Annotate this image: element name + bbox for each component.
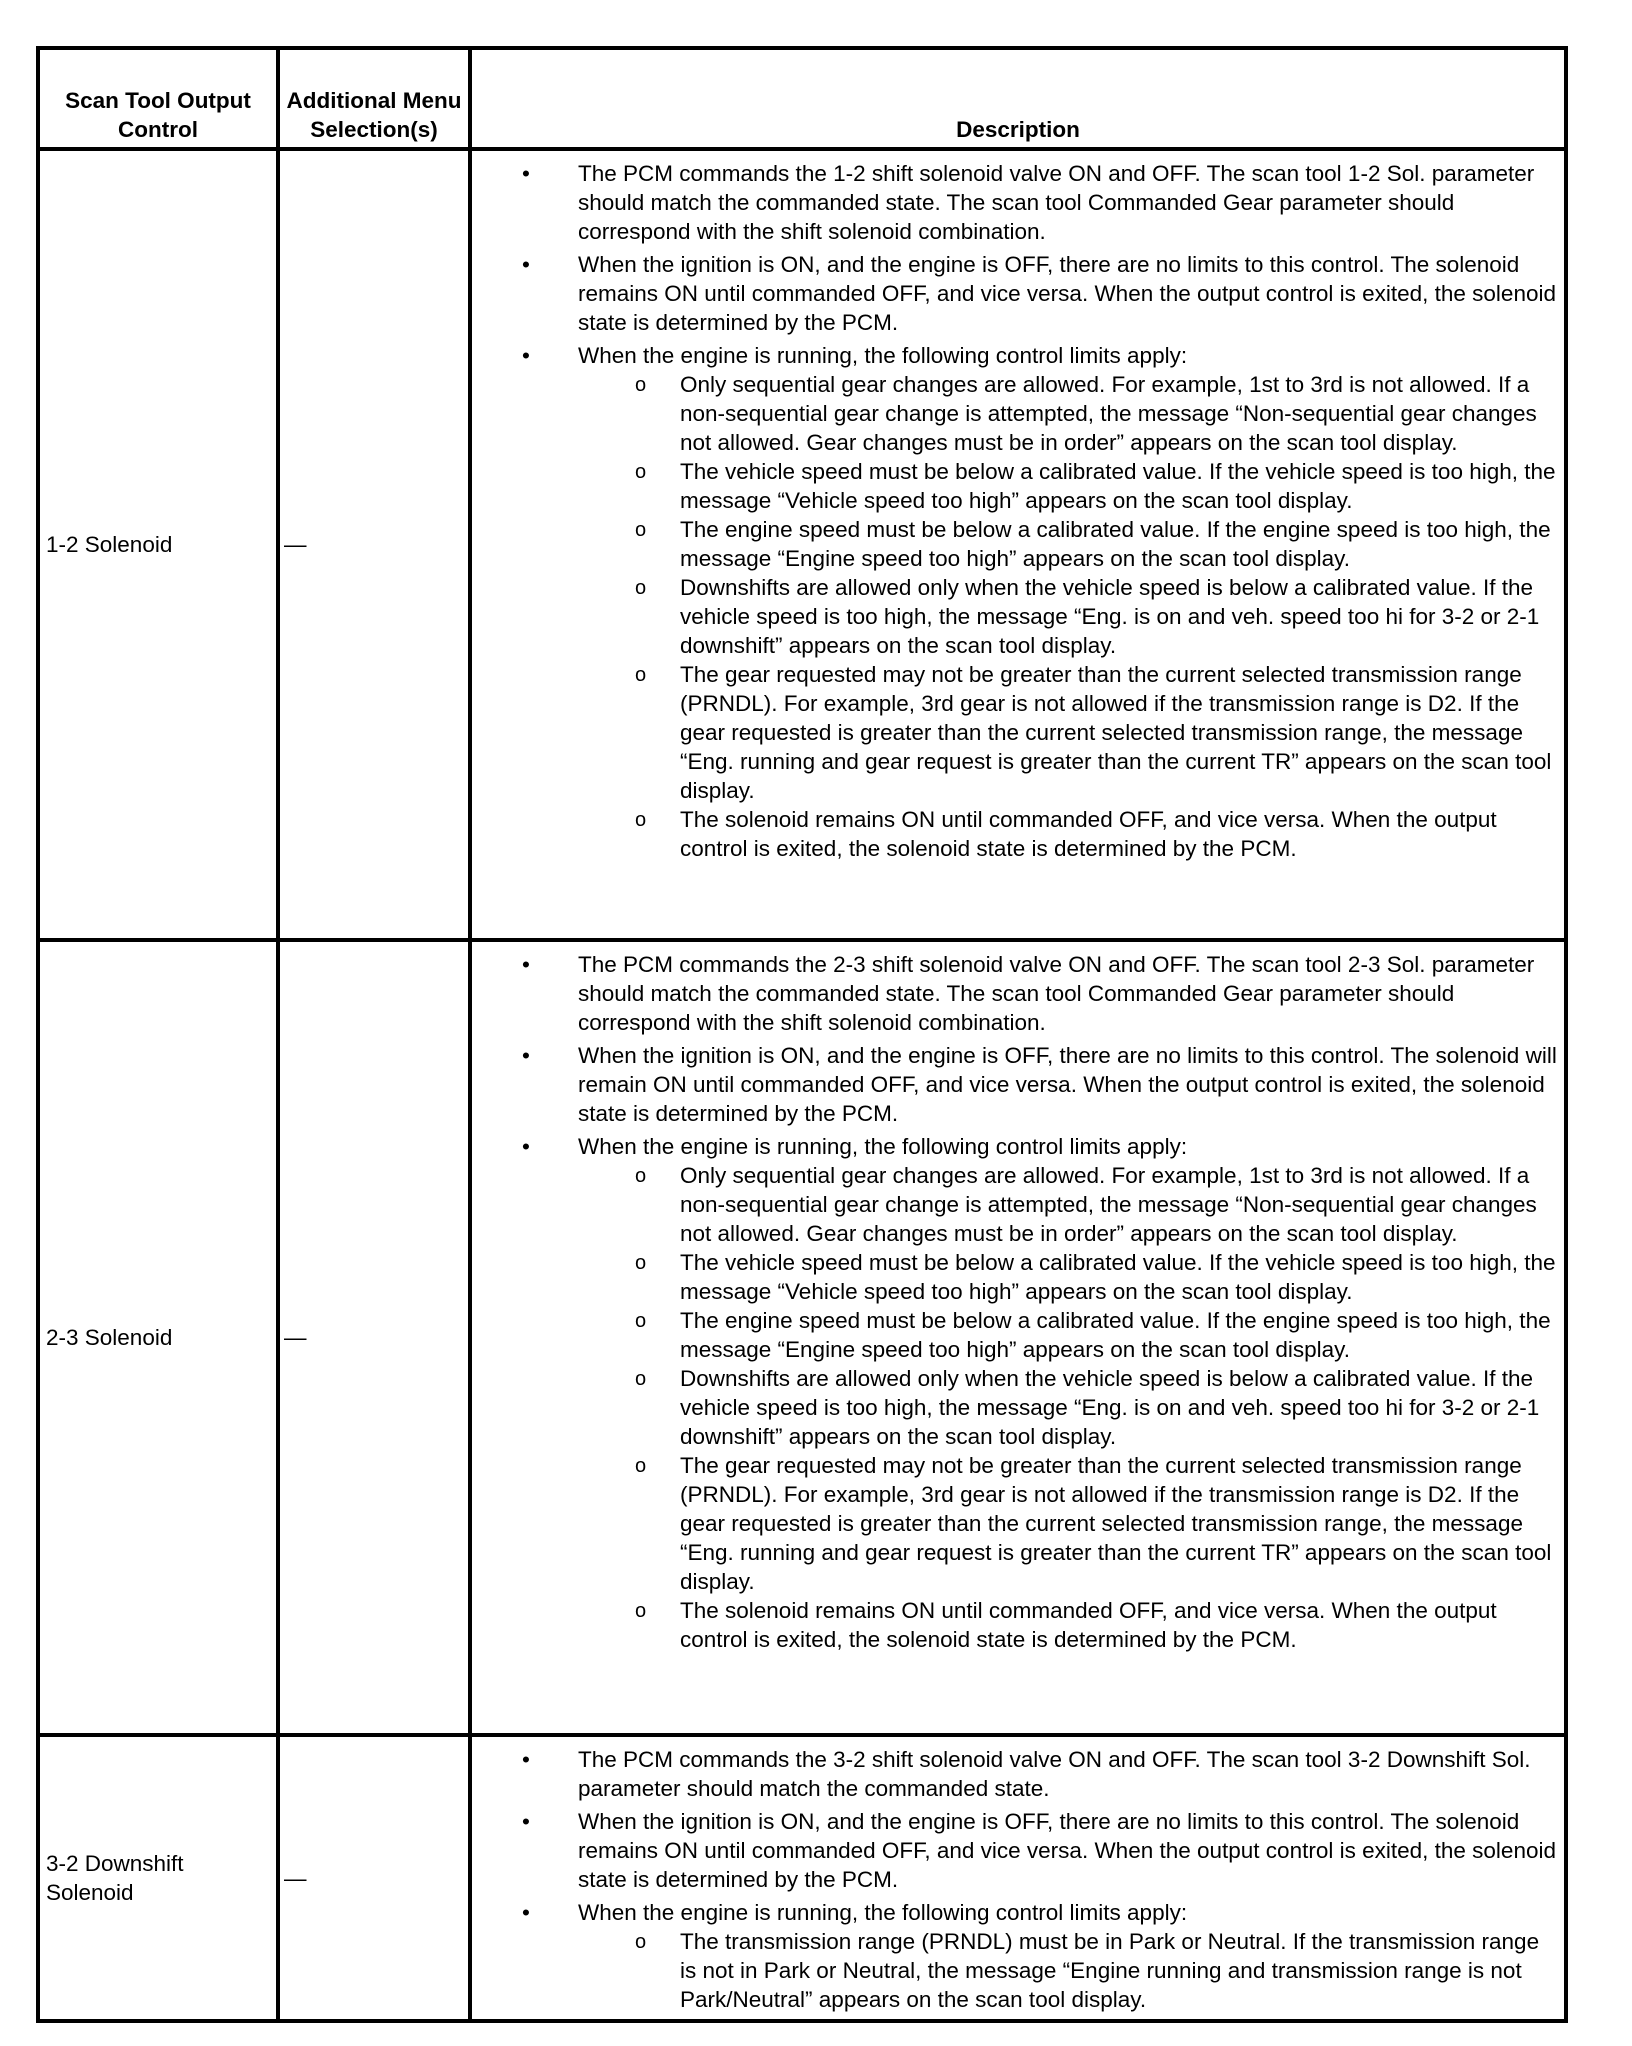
control-cell: 1-2 Solenoid (38, 149, 278, 940)
bullet-item: • When the ignition is ON, and the engine is OFF, there are no limits to this control. The solenoid remains ON until commanded OFF, and vice versa. When the output control is exited, the solenoid state is determined by the PCM. (578, 250, 1558, 337)
limit-sublist (578, 370, 1558, 863)
description-bullets (472, 950, 1558, 1654)
sub-bullet-item: o The gear requested may not be greater than the current selected transmission range (PRNDL). For example, 3rd gear is not allowed if the transmission range is D2. If the gear requested is greater than the current selected transmission range, the message “Eng. running and gear request is greater than the current TR” appears on the scan tool display. (680, 660, 1558, 805)
sub-bullet-item: o Only sequential gear changes are allowed. For example, 1st to 3rd is not allowed. If a non-sequential gear change is attempted, the message “Non-sequential gear changes not allowed. Gear changes must be in order” appears on the scan tool display. (680, 1161, 1558, 1248)
sub-bullet-item: o The engine speed must be below a calibrated value. If the engine speed is too high, the message “Engine speed too high” appears on the scan tool display. (680, 515, 1558, 573)
bullet-item: • The PCM commands the 2-3 shift solenoid valve ON and OFF. The scan tool 2-3 Sol. parameter should match the commanded state. The scan tool Commanded Gear parameter should correspond with the shift solenoid combination. (578, 950, 1558, 1037)
limit-sublist (578, 1161, 1558, 1654)
limit-sublist (578, 1927, 1558, 2014)
sub-bullet-item: o The vehicle speed must be below a calibrated value. If the vehicle speed is too high, the message “Vehicle speed too high” appears on the scan tool display. (680, 457, 1558, 515)
bullet-item: • When the ignition is ON, and the engine is OFF, there are no limits to this control. The solenoid remains ON until commanded OFF, and vice versa. When the output control is exited, the solenoid state is determined by the PCM. (578, 1807, 1558, 1894)
control-cell: 2-3 Solenoid (38, 940, 278, 1735)
description-bullets (472, 159, 1558, 863)
sub-bullet-item: o The vehicle speed must be below a calibrated value. If the vehicle speed is too high, the message “Vehicle speed too high” appears on the scan tool display. (680, 1248, 1558, 1306)
table-row (38, 1735, 1566, 2021)
menu-selection-cell: — (278, 1735, 470, 2021)
table-header-row (38, 48, 1566, 149)
sub-bullet-item: o Downshifts are allowed only when the vehicle speed is below a calibrated value. If the vehicle speed is too high, the message “Eng. is on and veh. speed too hi for 3-2 or 2-1 downshift” appears on the scan tool display. (680, 1364, 1558, 1451)
bullet-item (578, 1898, 1558, 2014)
output-control-table (36, 46, 1568, 2023)
table-row (38, 149, 1566, 940)
header-additional-menu-selections: Additional Menu Selection(s) (278, 48, 470, 149)
bullet-item (578, 341, 1558, 863)
bullet-text: When the engine is running, the following control limits apply: (578, 1134, 1188, 1159)
sub-bullet-item: o The gear requested may not be greater than the current selected transmission range (PRNDL). For example, 3rd gear is not allowed if the transmission range is D2. If the gear requested is greater than the current selected transmission range, the message “Eng. running and gear request is greater than the current TR” appears on the scan tool display. (680, 1451, 1558, 1596)
bullet-text: When the engine is running, the following control limits apply: (578, 1900, 1188, 1925)
sub-bullet-item: o The solenoid remains ON until commanded OFF, and vice versa. When the output control is exited, the solenoid state is determined by the PCM. (680, 805, 1558, 863)
bullet-item: • The PCM commands the 3-2 shift solenoid valve ON and OFF. The scan tool 3-2 Downshift Sol. parameter should match the commanded state. (578, 1745, 1558, 1803)
sub-bullet-item: o The transmission range (PRNDL) must be in Park or Neutral. If the transmission range is not in Park or Neutral, the message “Engine running and transmission range is not Park/Neutral” appears on the scan tool display. (680, 1927, 1558, 2014)
header-scan-tool-output-control: Scan Tool Output Control (38, 48, 278, 149)
sub-bullet-item: o Downshifts are allowed only when the vehicle speed is below a calibrated value. If the vehicle speed is too high, the message “Eng. is on and veh. speed too hi for 3-2 or 2-1 downshift” appears on the scan tool display. (680, 573, 1558, 660)
sub-bullet-item: o The solenoid remains ON until commanded OFF, and vice versa. When the output control is exited, the solenoid state is determined by the PCM. (680, 1596, 1558, 1654)
description-bullets (472, 1745, 1558, 2014)
control-cell: 3-2 Downshift Solenoid (38, 1735, 278, 2021)
bullet-item (578, 1132, 1558, 1654)
sub-bullet-item: o Only sequential gear changes are allowed. For example, 1st to 3rd is not allowed. If a non-sequential gear change is attempted, the message “Non-sequential gear changes not allowed. Gear changes must be in order” appears on the scan tool display. (680, 370, 1558, 457)
header-description: Description (470, 48, 1566, 149)
table-row (38, 940, 1566, 1735)
description-cell (470, 1735, 1566, 2021)
menu-selection-cell: — (278, 940, 470, 1735)
sub-bullet-item: o The engine speed must be below a calibrated value. If the engine speed is too high, the message “Engine speed too high” appears on the scan tool display. (680, 1306, 1558, 1364)
description-cell (470, 940, 1566, 1735)
bullet-text: When the engine is running, the following control limits apply: (578, 343, 1188, 368)
bullet-item: • The PCM commands the 1-2 shift solenoid valve ON and OFF. The scan tool 1-2 Sol. parameter should match the commanded state. The scan tool Commanded Gear parameter should correspond with the shift solenoid combination. (578, 159, 1558, 246)
description-cell (470, 149, 1566, 940)
bullet-item: • When the ignition is ON, and the engine is OFF, there are no limits to this control. The solenoid will remain ON until commanded OFF, and vice versa. When the output control is exited, the solenoid state is determined by the PCM. (578, 1041, 1558, 1128)
menu-selection-cell: — (278, 149, 470, 940)
